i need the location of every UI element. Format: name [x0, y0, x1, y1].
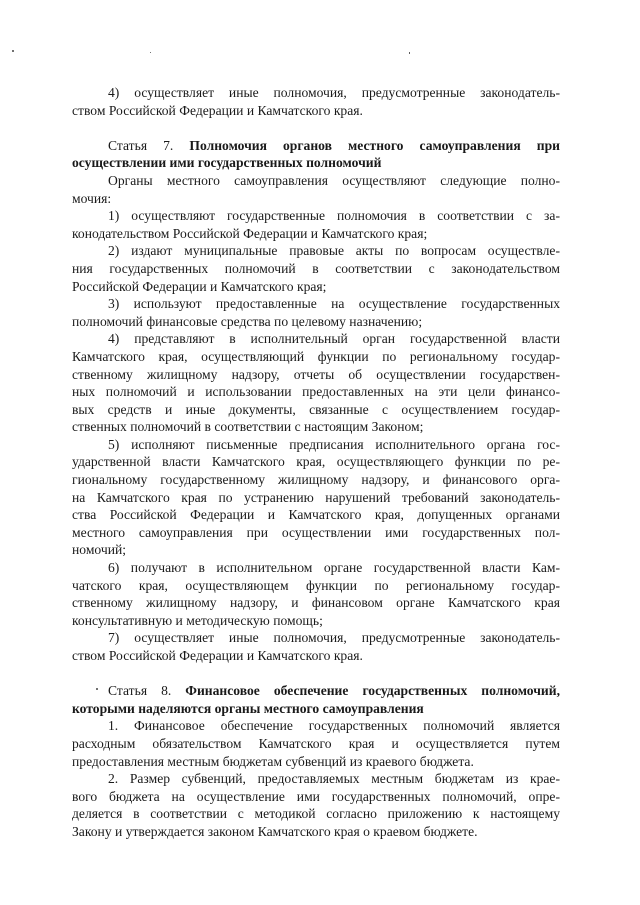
text-line: 4) представляют в исполнительный орган государственной власти	[108, 331, 560, 347]
text-line: номочий;	[72, 542, 127, 558]
text-line: Закону и утверждается законом Камчатского края о краевом бюджете.	[72, 823, 478, 839]
article-7-heading	[72, 137, 560, 155]
text-line: конодательством Российской Федерации и Камчатского края;	[72, 225, 428, 241]
text-line: полномочий финансовые средства по целевому назначению;	[72, 313, 423, 329]
text-line: 5) исполняют письменные предписания исполнительного органа гос-	[108, 436, 560, 452]
text-line: ственных полномочий в соответствии с настоящим Законом;	[72, 419, 424, 435]
article-7-label: Статья 7.	[108, 137, 174, 153]
article-8-title-cont: которыми наделяются органы местного самоуправления	[72, 700, 424, 716]
text-line: 2. Размер субвенций, предоставляемых местным бюджетам из крае-	[108, 771, 560, 787]
text-line: 7) осуществляет иные полномочия, предусмотренные законодатель-	[108, 630, 560, 646]
text-line: ственному жилищному надзору, отчеты об осуществлении государствен-	[72, 366, 560, 382]
text-line: Органы местного самоуправления осуществляют следующие полно-	[108, 172, 560, 188]
text-line: чатского края, осуществляющем функции по региональному государ-	[72, 577, 560, 593]
text-line: местного самоуправления при осуществлении ими государственных пол-	[72, 524, 560, 540]
text-line: предоставления местным бюджетам субвенций из краевого бюджета.	[72, 753, 474, 769]
document-page	[72, 84, 560, 841]
text-line: расходным обязательством Камчатского края и осуществляется путем	[72, 735, 560, 751]
text-line: ных полномочий и использовании предоставленных на эти цели финансо-	[72, 384, 560, 400]
text-line: 2) издают муниципальные правовые акты по вопросам осуществле-	[108, 243, 560, 259]
text-line: консультативную и методическую помощь;	[72, 612, 323, 628]
text-line: Российской Федерации и Камчатского края;	[72, 278, 327, 294]
text-line: 4) осуществляет иные полномочия, предусмотренные законодатель-	[108, 85, 560, 100]
article-7-title-cont: осуществлении ими государственных полномочий	[72, 155, 382, 171]
text-line: ства Российской Федерации и Камчатского края, допущенных органами	[72, 507, 560, 523]
scan-speck	[12, 50, 14, 52]
text-line: мочия:	[72, 190, 112, 206]
text-line: 6) получают в исполнительном органе государственной власти Кам-	[108, 560, 560, 576]
text-line: на Камчатского края по устранению нарушений требований законодатель-	[72, 489, 560, 505]
article-8-label: Статья 8.	[108, 683, 172, 699]
text-line: ственному жилищному надзору, и финансовом органе Камчатского края	[72, 595, 560, 611]
text-line: 1. Финансовое обеспечение государственных полномочий является	[108, 718, 560, 734]
text-line: ством Российской Федерации и Камчатского края.	[72, 102, 363, 118]
article-8-title: Финансовое обеспечение государственных полномочий,	[185, 683, 560, 699]
text-line: ударственной власти Камчатского края, осуществляющего функции по ре-	[72, 454, 560, 470]
article-8-heading	[72, 682, 560, 700]
text-line: деляется в соответствии с методикой согласно приложению к настоящему	[72, 806, 560, 822]
scan-speck	[409, 52, 410, 54]
text-line: гиональному государственному жилищному надзору, и финансового орга-	[72, 472, 560, 488]
scan-speck	[150, 52, 151, 53]
text-line: ством Российской Федерации и Камчатского края.	[72, 648, 363, 663]
text-line: Камчатского края, осуществляющий функции по региональному государ-	[72, 348, 560, 364]
article-7-title: Полномочия органов местного самоуправления при	[189, 137, 560, 153]
text-line: 1) осуществляют государственные полномочия в соответствии с за-	[108, 208, 560, 224]
text-line: вых средств и иные документы, связанные с осуществлением государ-	[72, 401, 560, 417]
text-line: 3) используют предоставленные на осуществление государственных	[108, 296, 560, 312]
text-line: вого бюджета на осуществление ими государственных полномочий, опре-	[72, 788, 560, 804]
text-line: ния государственных полномочий в соответствии с законодательством	[72, 260, 560, 276]
